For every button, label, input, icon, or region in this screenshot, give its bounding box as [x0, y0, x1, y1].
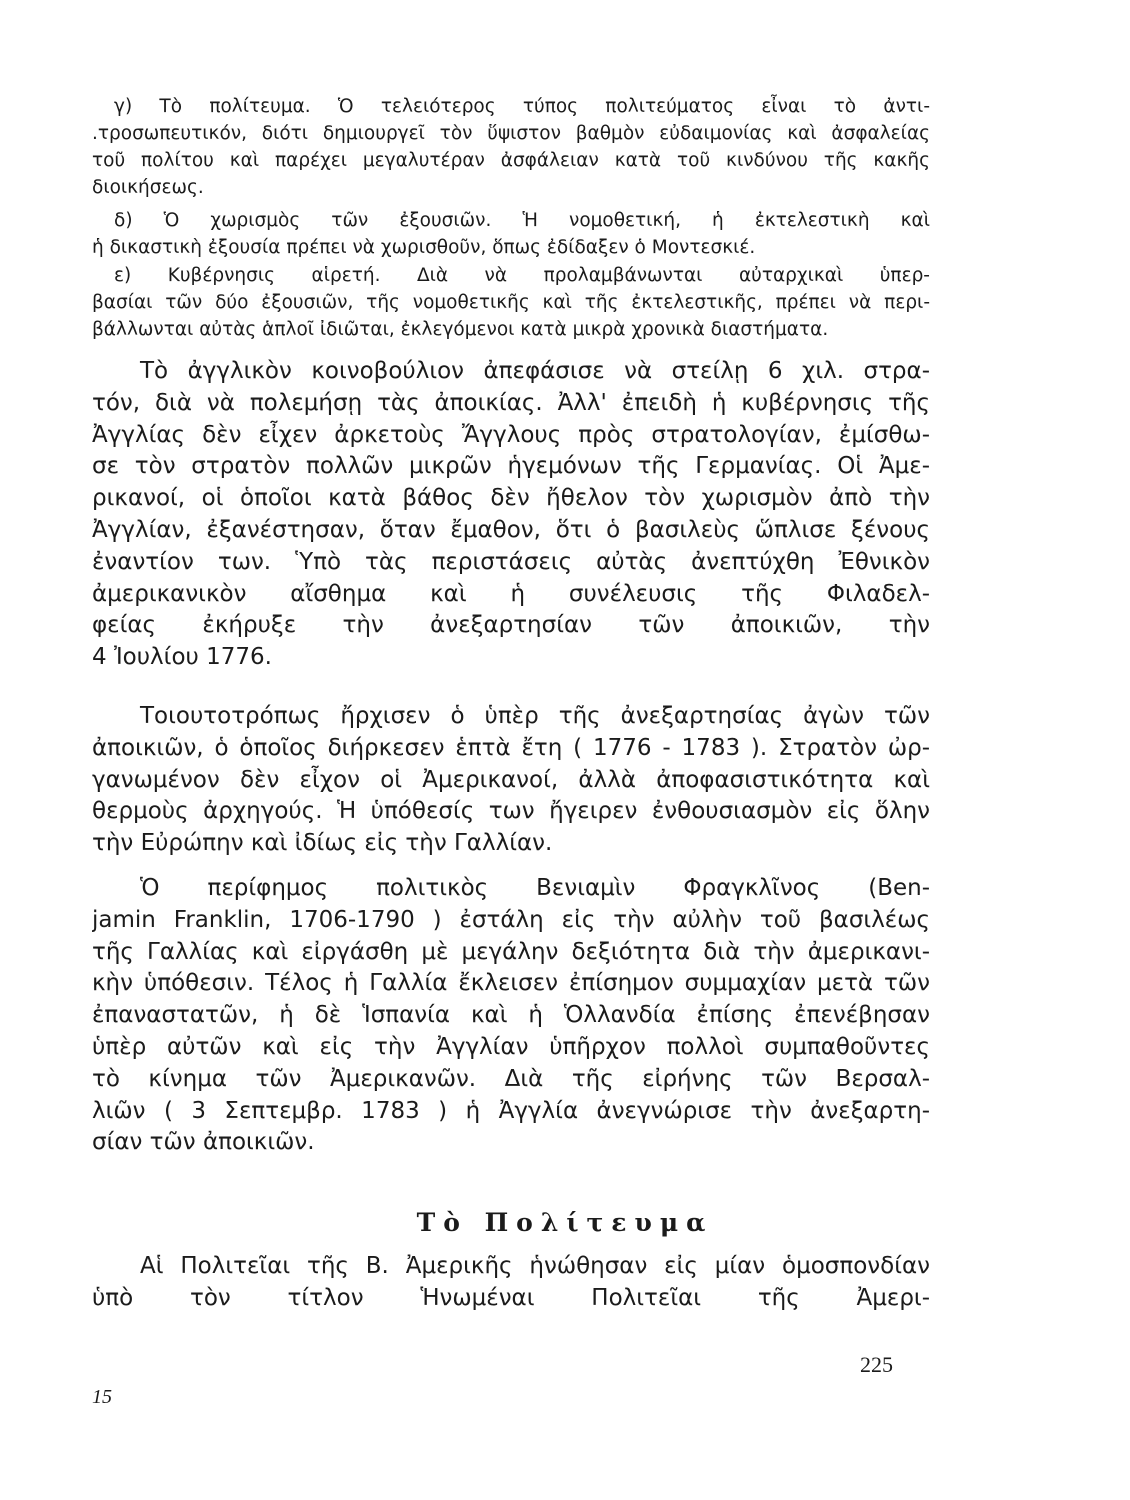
text-line: διοικήσεως. [92, 177, 204, 198]
text-line: δ) Ὁ χωρισμὸς τῶν ἐξουσιῶν. Ἡ νομοθετική, ἡ ἐκτελεστικὴ καὶ [114, 210, 930, 231]
paragraph-separation-of-powers [92, 207, 930, 261]
text-line: τὸ κίνημα τῶν Ἀμερικανῶν. Διὰ τῆς εἰρήνης τῶν Βερσαλ- [92, 1065, 930, 1092]
text-line: θερμοὺς ἀρχηγούς. Ἡ ὑπόθεσίς των ἤγειρεν ἐνθουσιασμὸν εἰς ὅλην [92, 798, 930, 825]
text-line: ἐναντίον των. Ὑπὸ τὰς περιστάσεις αὐτὰς ἀνεπτύχθη Ἐθνικὸν [92, 548, 930, 575]
paragraph-franklin [92, 873, 930, 1159]
paragraph-parliament [92, 356, 930, 674]
text-line: βάλλωνται αὐτὰς ἁπλοῖ ἰδιῶται, ἐκλεγόμενοι κατὰ μικρὰ χρονικὰ διαστήματα. [92, 319, 829, 340]
text-line: τόν, διὰ νὰ πολεμήσῃ τὰς ἀποικίας. Ἀλλ' ἐπειδὴ ἡ κυβέρνησις τῆς [92, 389, 930, 416]
text-line: σε τὸν στρατὸν πολλῶν μικρῶν ἡγεμόνων τῆς Γερμανίας. Οἱ Ἀμε- [92, 453, 930, 480]
text-line: jamin Franklin, 1706-1790 ) ἐστάλη εἰς τὴν αὐλὴν τοῦ βασιλέως [92, 906, 930, 933]
signature-mark: 15 [92, 1386, 112, 1408]
text-line: ἀποικιῶν, ὁ ὁποῖος διήρκεσεν ἑπτὰ ἔτη ( 1776 - 1783 ). Στρατὸν ὠρ- [92, 734, 930, 761]
text-line: κὴν ὑπόθεσιν. Τέλος ἡ Γαλλία ἔκλεισεν ἐπίσημον συμμαχίαν μετὰ τῶν [92, 970, 930, 997]
text-line: ὑπὸ τὸν τίτλον Ἡνωμέναι Πολιτεῖαι τῆς Ἀμερι- [92, 1284, 930, 1311]
text-line: φείας ἐκήρυξε τὴν ἀνεξαρτησίαν τῶν ἀποικιῶν, τὴν [92, 612, 930, 639]
text-line: 4 Ἰουλίου 1776. [92, 644, 272, 671]
text-line: ἡ δικαστικὴ ἐξουσία πρέπει νὰ χωρισθοῦν, ὅπως ἐδίδαξεν ὁ Μοντεσκιέ. [92, 237, 756, 258]
section-heading: Τὸ Πολίτευμα [416, 1208, 714, 1237]
text-line: Αἱ Πολιτεῖαι τῆς Β. Ἀμερικῆς ἡνώθησαν εἰς μίαν ὁμοσπονδίαν [140, 1253, 930, 1279]
paragraph-federation [92, 1251, 930, 1315]
text-line: σίαν τῶν ἀποικιῶν. [92, 1129, 315, 1156]
text-line: ἐπαναστατῶν, ἡ δὲ Ἱσπανία καὶ ἡ Ὁλλανδία ἐπίσης ἐπενέβησαν [92, 1002, 930, 1029]
paragraph-constitution [92, 93, 930, 201]
text-line: Ἀγγλίας δὲν εἶχεν ἀρκετοὺς Ἄγγλους πρὸς στρατολογίαν, ἐμίσθω- [92, 421, 930, 448]
text-line: βασίαι τῶν δύο ἐξουσιῶν, τῆς νομοθετικῆς καὶ τῆς ἐκτελεστικῆς, πρέπει νὰ περι- [92, 292, 930, 313]
text-line: ε) Κυβέρνησις αἱρετή. Διὰ νὰ προλαμβάνωνται αὐταρχικαὶ ὑπερ- [114, 265, 930, 286]
text-line: ρικανοί, οἱ ὁποῖοι κατὰ βάθος δὲν ἤθελον τὸν χωρισμὸν ἀπὸ τὴν [92, 485, 930, 512]
paragraph-independence-war [92, 701, 930, 860]
text-line: Τὸ ἀγγλικὸν κοινοβούλιον ἀπεφάσισε νὰ στείλῃ 6 χιλ. στρα- [140, 358, 930, 384]
text-line: Ὁ περίφημος πολιτικὸς Βενιαμὶν Φραγκλῖνος (Ben- [140, 875, 930, 901]
text-line: λιῶν ( 3 Σεπτεμβρ. 1783 ) ἡ Ἀγγλία ἀνεγνώρισε τὴν ἀνεξαρτη- [92, 1097, 930, 1124]
page-number: 225 [860, 1352, 893, 1377]
text-line: Ἀγγλίαν, ἐξανέστησαν, ὅταν ἔμαθον, ὅτι ὁ βασιλεὺς ὥπλισε ξένους [92, 516, 930, 543]
text-line: γ) Τὸ πολίτευμα. Ὁ τελειότερος τύπος πολιτεύματος εἶναι τὸ ἀντι- [114, 96, 930, 117]
text-line: .τροσωπευτικόν, διότι δημιουργεῖ τὸν ὕψιστον βαθμὸν εὐδαιμονίας καὶ ἀσφαλείας [92, 123, 930, 144]
text-line: Τοιουτοτρόπως ἤρχισεν ὁ ὑπὲρ τῆς ἀνεξαρτησίας ἀγὼν τῶν [140, 703, 930, 729]
text-line: τῆς Γαλλίας καὶ εἰργάσθη μὲ μεγάλην δεξιότητα διὰ τὴν ἀμερικανι- [92, 938, 930, 965]
text-line: τοῦ πολίτου καὶ παρέχει μεγαλυτέραν ἀσφάλειαν κατὰ τοῦ κινδύνου τῆς κακῆς [92, 150, 930, 171]
text-line: τὴν Εὐρώπην καὶ ἰδίως εἰς τὴν Γαλλίαν. [92, 830, 553, 857]
text-line: ἀμερικανικὸν αἴσθημα καὶ ἡ συνέλευσις τῆς Φιλαδελ- [92, 580, 930, 607]
text-line: γανωμένον δὲν εἶχον οἱ Ἀμερικανοί, ἀλλὰ ἀποφασιστικότητα καὶ [92, 766, 930, 793]
text-line: ὑπὲρ αὐτῶν καὶ εἰς τὴν Ἀγγλίαν ὑπῆρχον πολλοὶ συμπαθοῦντες [92, 1033, 930, 1060]
paragraph-elected-government [92, 262, 930, 343]
